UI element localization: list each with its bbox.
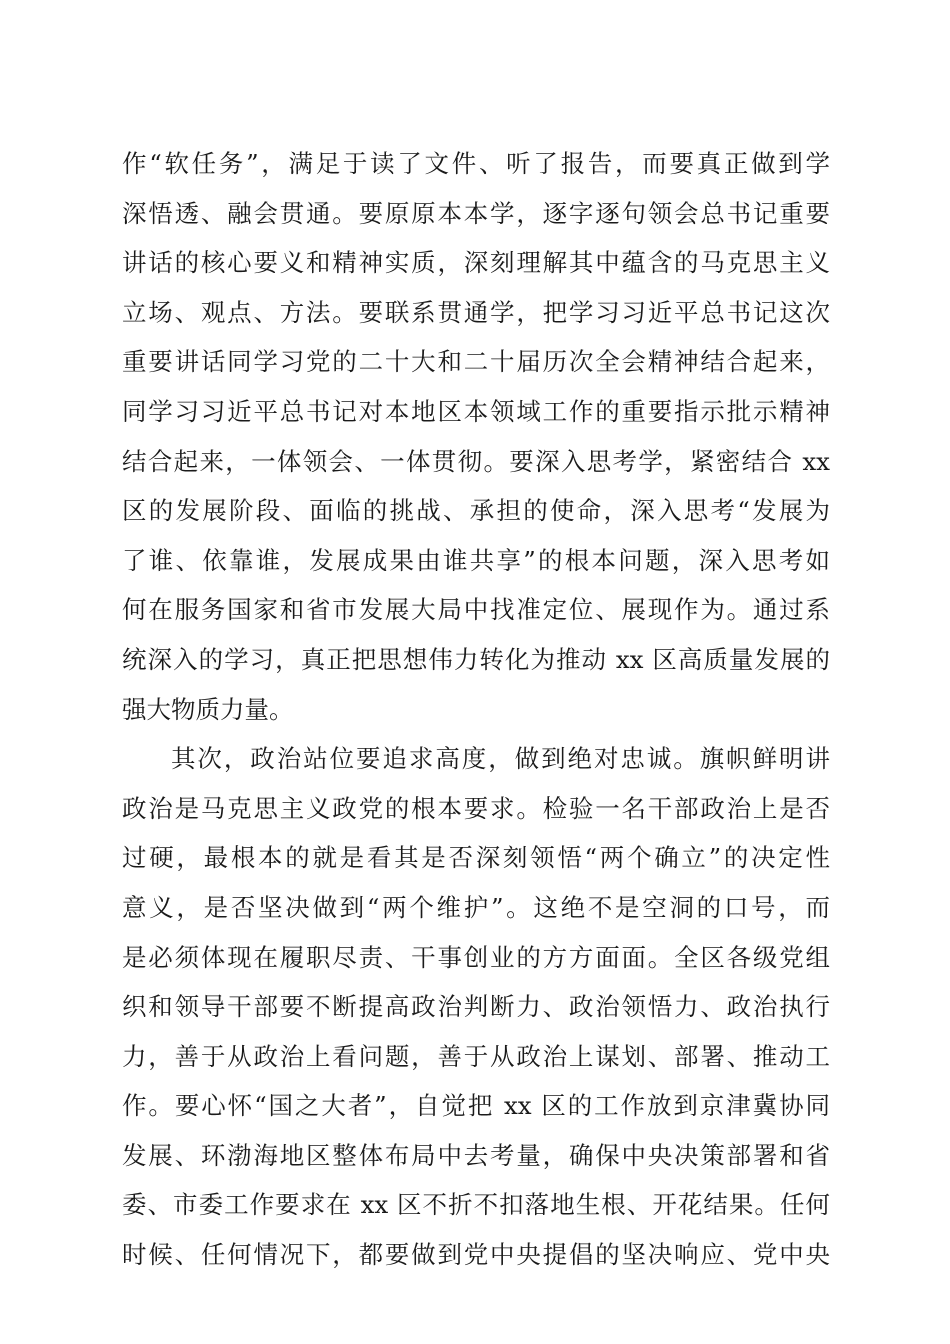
text-line: 重要讲话同学习党的二十大和二十届历次全会精神结合起来， [122, 347, 830, 377]
text-line: 了谁、依靠谁，发展成果由谁共享”的根本问题，深入思考如 [122, 545, 830, 575]
text-line: 发展、环渤海地区整体布局中去考量，确保中央决策部署和省 [122, 1140, 830, 1170]
text-line: 力，善于从政治上看问题，善于从政治上谋划、部署、推动工 [122, 1041, 830, 1071]
text-line: 委、市委工作要求在 xx 区不折不扣落地生根、开花结果。任何 [122, 1190, 830, 1220]
paragraph-political-stance [122, 734, 830, 1280]
text-line: 区的发展阶段、面临的挑战、承担的使命，深入思考“发展为 [122, 496, 830, 526]
text-line: 同学习习近平总书记对本地区本领域工作的重要指示批示精神 [122, 396, 830, 426]
text-line: 织和领导干部要不断提高政治判断力、政治领悟力、政治执行 [122, 992, 830, 1022]
text-line: 政治是马克思主义政党的根本要求。检验一名干部政治上是否 [122, 793, 830, 823]
text-line: 其次，政治站位要追求高度，做到绝对忠诚。旗帜鲜明讲 [171, 744, 830, 774]
text-line: 强大物质力量。 [122, 694, 294, 724]
text-line: 时候、任何情况下，都要做到党中央提倡的坚决响应、党中央 [122, 1240, 830, 1270]
text-line: 立场、观点、方法。要联系贯通学，把学习习近平总书记这次 [122, 297, 830, 327]
text-line: 结合起来，一体领会、一体贯彻。要深入思考学，紧密结合 xx [122, 446, 830, 476]
text-line: 作“软任务”，满足于读了文件、听了报告，而要真正做到学 [122, 149, 830, 178]
text-line: 过硬，最根本的就是看其是否深刻领悟“两个确立”的决定性 [122, 843, 830, 873]
text-line: 作。要心怀“国之大者”，自觉把 xx 区的工作放到京津冀协同 [122, 1091, 830, 1121]
body-text [122, 139, 830, 1280]
text-line: 统深入的学习，真正把思想伟力转化为推动 xx 区高质量发展的 [122, 644, 830, 674]
text-line: 意义，是否坚决做到“两个维护”。这绝不是空洞的口号，而 [122, 892, 830, 922]
text-line: 讲话的核心要义和精神实质，深刻理解其中蕴含的马克思主义 [122, 248, 830, 278]
paragraph-study [122, 139, 830, 734]
text-line: 深悟透、融会贯通。要原原本本学，逐字逐句领会总书记重要 [122, 198, 830, 228]
text-line: 是必须体现在履职尽责、干事创业的方方面面。全区各级党组 [122, 942, 830, 972]
text-line: 何在服务国家和省市发展大局中找准定位、展现作为。通过系 [122, 595, 830, 625]
